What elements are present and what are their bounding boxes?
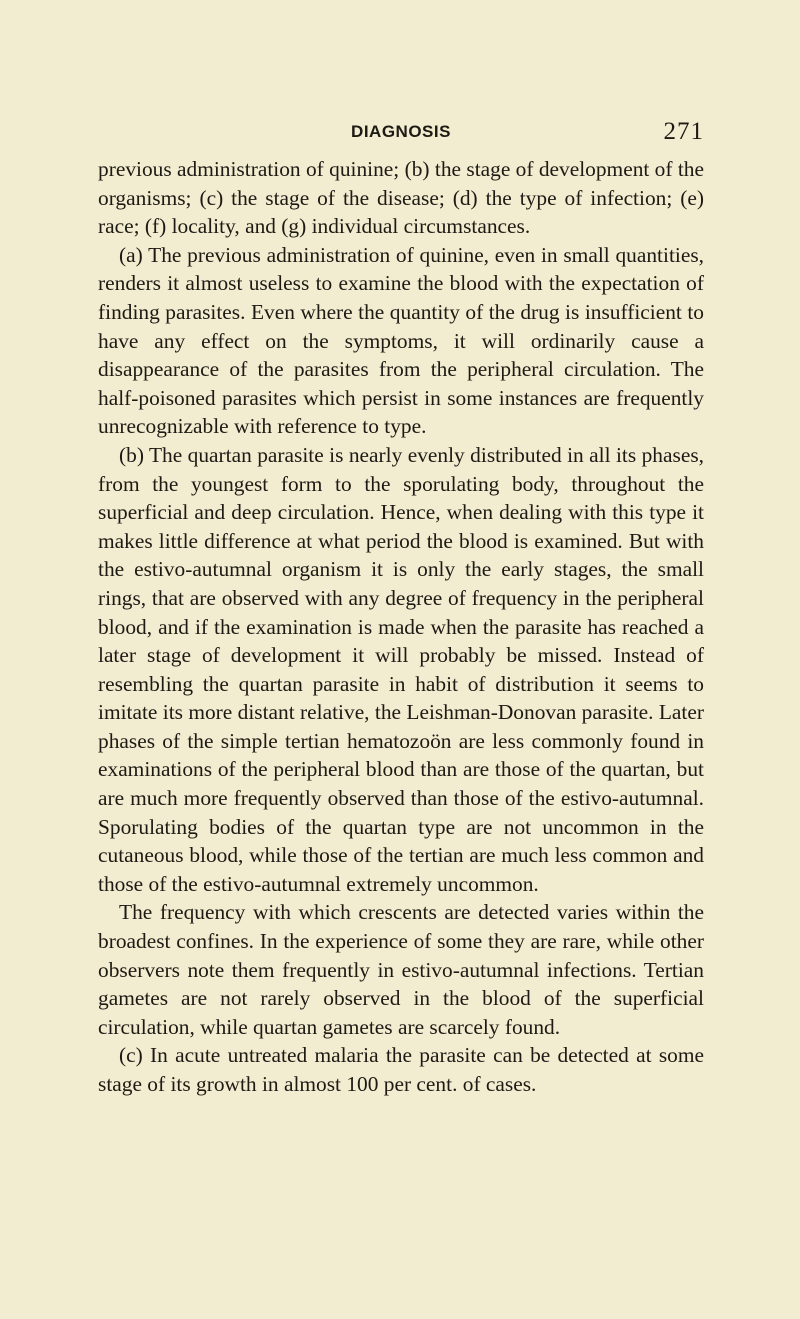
page-number: 271 [663, 118, 704, 145]
paragraph: previous administration of quinine; (b) the stage of development of the organisms; (c) the stage of the disease; (d) the type of infection; (e) race; (f) locality, and (g) individual circumstances. [98, 157, 704, 239]
body-text [98, 155, 704, 1099]
paragraph: (a) The previous administration of quinine, even in small quantities, renders it almost useless to examine the blood with the expectation of finding parasites. Even where the quantity of the drug is insufficient to have any effect on the symptoms, it will ordinarily cause a disappearance of the parasites from the peripheral circulation. The half-poisoned parasites which persist in some instances are frequently unrecognizable with reference to type. [98, 242, 704, 439]
paragraph: The frequency with which crescents are detected varies within the broadest confines. In the experience of some they are rare, while other observers note them frequently in estivo-autumnal infections. Tertian gametes are not rarely observed in the blood of the superficial circulation, while quartan gametes are scarcely found. [98, 900, 704, 1039]
paragraph: (b) The quartan parasite is nearly evenly distributed in all its phases, from the youngest form to the sporulating body, throughout the superficial and deep circulation. Hence, when dealing with this type it makes little difference at what period the blood is examined. But with the estivo-autumnal organism it is only the early stages, the small rings, that are observed with any degree of frequency in the peripheral blood, and if the examination is made when the parasite has reached a later stage of development it will probably be missed. Instead of resembling the quartan parasite in habit of distribution it seems to imitate its more distant relative, the Leishman-Donovan parasite. Later phases of the simple tertian hematozoön are less commonly found in examinations of the peripheral blood than are those of the quartan, but are much more frequently observed than those of the estivo-autumnal. Sporulating bodies of the quartan type are not uncommon in the cutaneous blood, while those of the tertian are much less common and those of the estivo-autumnal extremely uncommon. [98, 442, 704, 896]
running-title: DIAGNOSIS [351, 122, 451, 141]
page-header [98, 118, 704, 152]
paragraph: (c) In acute untreated malaria the parasite can be detected at some stage of its growth in almost 100 per cent. of cases. [98, 1043, 704, 1096]
